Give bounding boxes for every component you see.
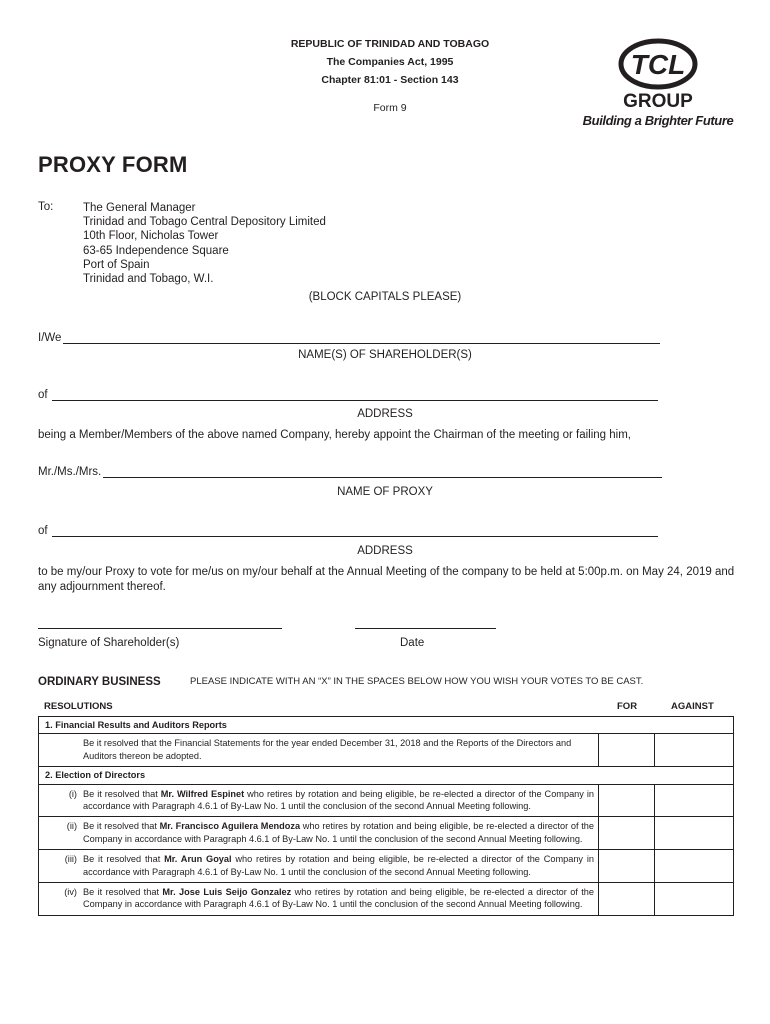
logo-group-text: GROUP	[623, 91, 693, 112]
resolution-text-cell	[39, 784, 599, 817]
recipient-address	[83, 201, 326, 286]
proxy-statement: to be my/our Proxy to vote for me/us on my/our behalf at the Annual Meeting of the company to be held at 5:00p.m. on May 24, 2019 and any adjournment thereof.	[38, 566, 735, 593]
resolution-number: (iii)	[64, 854, 77, 865]
section-2-title: 2. Election of Directors	[39, 767, 734, 784]
director-name: Mr. Arun Goyal	[164, 854, 232, 865]
shareholder-name-field[interactable]	[38, 332, 660, 344]
proxy-name-line[interactable]	[103, 468, 662, 478]
for-vote-box[interactable]	[599, 734, 655, 767]
resolution-row	[39, 734, 734, 767]
voting-instruction: PLEASE INDICATE WITH AN “X” IN THE SPACES BELOW HOW YOU WISH YOUR VOTES TO BE CAST.	[190, 676, 644, 687]
form-number: Form 9	[373, 102, 407, 114]
block-capitals-note: (BLOCK CAPITALS PLEASE)	[308, 291, 462, 303]
recipient-line: 63-65 Independence Square	[83, 244, 229, 257]
shareholder-caption: NAME(S) OF SHAREHOLDER(S)	[298, 349, 472, 361]
section-1-title: 1. Financial Results and Auditors Reports	[39, 717, 734, 734]
address-field-1[interactable]	[38, 389, 658, 401]
address-field-2[interactable]	[38, 525, 658, 537]
director-name: Mr. Francisco Aguilera Mendoza	[159, 821, 301, 832]
resolutions-table	[38, 716, 734, 916]
against-header: AGAINST	[671, 701, 714, 712]
resolution-number: (i)	[68, 788, 77, 799]
address-caption-2: ADDRESS	[357, 545, 413, 557]
appoint-statement: being a Member/Members of the above named Company, hereby appoint the Chairman of the meeting or failing him,	[38, 429, 631, 441]
section-2-header-row	[39, 767, 734, 784]
logo-mark-text: TCL	[630, 49, 686, 80]
address-caption-1: ADDRESS	[357, 408, 413, 420]
against-vote-box[interactable]	[655, 817, 734, 850]
resolution-number: (ii)	[66, 821, 77, 832]
recipient-line: Trinidad and Tobago, W.I.	[83, 273, 214, 286]
resolution-row	[39, 850, 734, 883]
for-vote-box[interactable]	[599, 817, 655, 850]
resolution-text-cell	[39, 734, 599, 767]
address-label-2: of	[38, 525, 48, 537]
resolution-row	[39, 883, 734, 916]
recipient-line: The General Manager	[83, 202, 196, 214]
recipient-line: 10th Floor, Nicholas Tower	[83, 230, 219, 243]
header-chapter: Chapter 81:01 - Section 143	[321, 74, 459, 86]
shareholder-label: I/We	[38, 332, 62, 344]
resolution-text: Be it resolved that Mr. Arun Goyal who retires by rotation and being eligible, be re-elected a director of the Company in accordance with Paragraph 4.6.1 of By-Law No. 1 until the conclusion of the second Annual Meeting following.	[83, 854, 594, 877]
director-name: Mr. Jose Luis Seijo Gonzalez	[162, 887, 292, 898]
resolution-1-text: Be it resolved that the Financial Statements for the year ended December 31, 2018 and the Reports of the Directors and Auditors thereon be adopted.	[83, 738, 572, 761]
proxy-name-field[interactable]	[38, 466, 662, 478]
resolution-text-cell	[39, 850, 599, 883]
recipient-line: Port of Spain	[83, 258, 150, 271]
for-vote-box[interactable]	[599, 883, 655, 916]
to-label: To:	[38, 201, 54, 213]
resolution-row	[39, 817, 734, 850]
resolution-text-cell	[39, 817, 599, 850]
proxy-caption: NAME OF PROXY	[337, 486, 433, 498]
resolution-text: Be it resolved that Mr. Wilfred Espinet who retires by rotation and being eligible, be re-elected a director of the Company in accordance with Paragraph 4.6.1 of By-Law No. 1 until the conclusion of the second Annual Meeting following.	[83, 788, 594, 812]
address-line-2[interactable]	[52, 527, 658, 537]
tcl-logo-mark	[578, 36, 738, 131]
for-vote-box[interactable]	[599, 784, 655, 817]
address-label-1: of	[38, 389, 48, 401]
against-vote-box[interactable]	[655, 883, 734, 916]
resolution-text: Be it resolved that Mr. Francisco Aguilera Mendoza who retires by rotation and being eligible, be re-elected a director of the Company in accordance with Paragraph 4.6.1 of By-Law No. 1 until the conclusion of the second Annual Meeting following.	[83, 821, 594, 844]
for-header: FOR	[617, 701, 638, 712]
against-vote-box[interactable]	[655, 850, 734, 883]
date-label: Date	[400, 637, 425, 649]
ordinary-business-title: ORDINARY BUSINESS	[38, 676, 161, 688]
resolution-row	[39, 784, 734, 817]
logo-tagline: Building a Brighter Future	[582, 113, 734, 128]
resolution-number: (iv)	[64, 887, 77, 898]
shareholder-name-line[interactable]	[63, 334, 660, 344]
director-name: Mr. Wilfred Espinet	[160, 788, 245, 799]
for-vote-box[interactable]	[599, 850, 655, 883]
header-act: The Companies Act, 1995	[326, 56, 454, 68]
signature-label: Signature of Shareholder(s)	[38, 637, 180, 649]
address-line-1[interactable]	[52, 391, 658, 401]
page-title: PROXY FORM	[38, 152, 188, 177]
resolution-text: Be it resolved that Mr. Jose Luis Seijo Gonzalez who retires by rotation and being eligible, be re-elected a director of the Company in accordance with Paragraph 4.6.1 of By-Law No. 1 until the conclusion of the second Annual Meeting following.	[83, 887, 594, 910]
against-vote-box[interactable]	[655, 784, 734, 817]
header-country: REPUBLIC OF TRINIDAD AND TOBAGO	[290, 38, 490, 50]
resolutions-header: RESOLUTIONS	[44, 701, 113, 712]
resolution-text-cell	[39, 883, 599, 916]
section-1-header-row	[39, 717, 734, 734]
against-vote-box[interactable]	[655, 734, 734, 767]
recipient-line: Trinidad and Tobago Central Depository Limited	[83, 216, 326, 229]
proxy-label: Mr./Ms./Mrs.	[38, 466, 102, 478]
date-line[interactable]	[355, 627, 496, 629]
signature-line[interactable]	[38, 627, 282, 629]
tcl-logo	[578, 36, 738, 131]
